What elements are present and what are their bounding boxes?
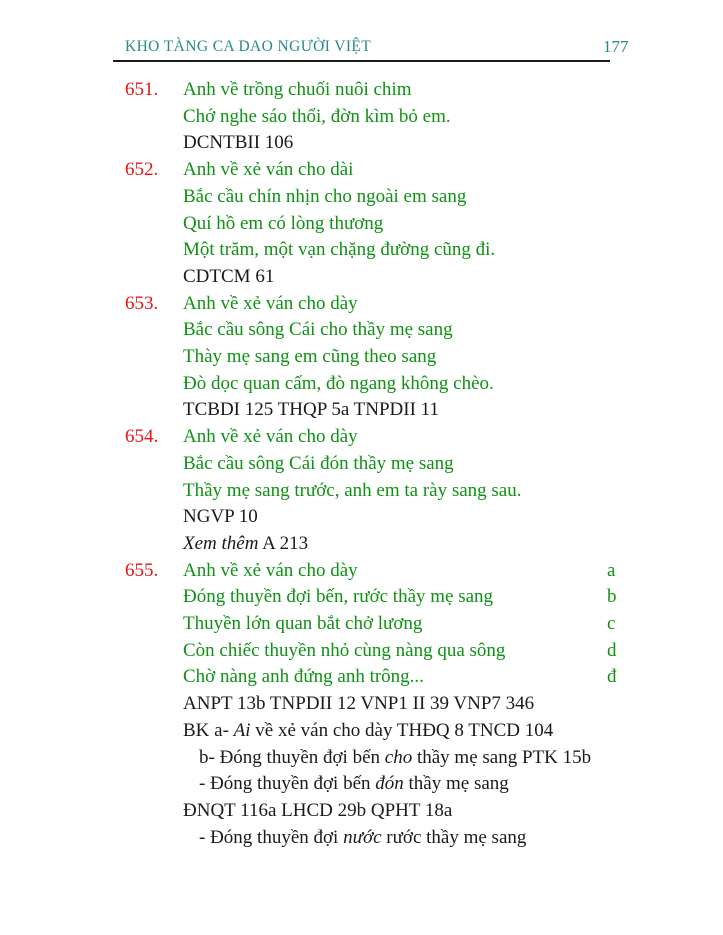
variant-marker: đ bbox=[607, 666, 617, 688]
verse-line bbox=[183, 424, 665, 451]
italic-text: Ai bbox=[233, 719, 251, 741]
entry-number: 651. bbox=[125, 79, 159, 100]
entry bbox=[125, 424, 665, 558]
line-text: Bắc cầu sông Cái đón thầy mẹ sang bbox=[183, 452, 454, 474]
line-text: NGVP 10 bbox=[183, 506, 258, 528]
line-text: b- Đóng thuyền đợi bến bbox=[199, 746, 385, 768]
verse-line bbox=[183, 478, 665, 505]
entry-number: 653. bbox=[125, 292, 159, 314]
verse-line bbox=[183, 584, 665, 611]
reference-line bbox=[183, 718, 665, 745]
reference-line bbox=[183, 504, 665, 531]
line-text: thầy mẹ sang bbox=[403, 773, 509, 795]
variant-marker: b bbox=[607, 586, 617, 608]
verse-line bbox=[183, 157, 665, 184]
line-text: rước thầy mẹ sang bbox=[381, 826, 527, 848]
verse-line bbox=[183, 184, 665, 211]
line-text: Thuyền lớn quan bắt chở lương bbox=[183, 613, 423, 635]
entries-list bbox=[125, 77, 665, 851]
line-text: - Đóng thuyền đợi bến bbox=[199, 773, 376, 795]
reference-line bbox=[183, 130, 665, 157]
line-text: Bắc cầu sông Cái cho thầy mẹ sang bbox=[183, 319, 453, 341]
line-text: Anh về xẻ ván cho dày bbox=[183, 292, 358, 314]
italic-text: cho bbox=[384, 746, 413, 768]
reference-line bbox=[183, 397, 665, 424]
line-text: Anh về xẻ ván cho dày bbox=[183, 426, 358, 448]
line-text: BK a- bbox=[183, 719, 234, 741]
variant-marker: c bbox=[607, 613, 616, 635]
entry-number: 652. bbox=[125, 159, 159, 181]
reference-line bbox=[183, 798, 665, 825]
entry-lines bbox=[183, 424, 665, 558]
line-text: Đóng thuyền đợi bến, rước thầy mẹ sang bbox=[183, 586, 494, 608]
variant-marker: a bbox=[607, 559, 616, 581]
verse-line bbox=[183, 638, 665, 665]
entry-number: 655. bbox=[125, 559, 159, 581]
verse-line bbox=[183, 611, 665, 638]
reference-line bbox=[183, 691, 665, 718]
reference-line bbox=[183, 825, 665, 852]
page-header-title: KHO TÀNG CA DAO NGƯỜI VIỆT bbox=[125, 38, 372, 55]
line-text: ANPT 13b TNPDII 12 VNP1 II 39 VNP7 346 bbox=[183, 693, 535, 715]
line-text: - Đóng thuyền đợi bbox=[199, 826, 344, 848]
entry-lines bbox=[183, 291, 665, 425]
verse-line bbox=[183, 211, 665, 238]
line-text: Chớ nghe sáo thổi, đờn kìm bỏ em. bbox=[183, 105, 451, 127]
line-text: Quí hồ em có lòng thương bbox=[183, 212, 384, 234]
line-text: Thày mẹ sang em cũng theo sang bbox=[183, 346, 437, 368]
entry bbox=[125, 291, 665, 425]
verse-line bbox=[183, 558, 665, 585]
line-text: thầy mẹ sang PTK 15b bbox=[412, 746, 592, 768]
italic-text: nước bbox=[343, 826, 382, 848]
reference-line bbox=[183, 531, 665, 558]
line-text: Bắc cầu chín nhịn cho ngoài em sang bbox=[183, 185, 467, 207]
verse-line bbox=[183, 371, 665, 398]
line-text: Anh về trồng chuối nuôi chim bbox=[183, 79, 412, 100]
line-text: Thầy mẹ sang trước, anh em ta rày sang sau. bbox=[183, 479, 522, 501]
line-text: Anh về xẻ ván cho dài bbox=[183, 159, 354, 181]
line-text: Đò dọc quan cấm, đò ngang không chèo. bbox=[183, 372, 494, 394]
entry-lines bbox=[183, 157, 665, 291]
verse-line bbox=[183, 291, 665, 318]
reference-line bbox=[183, 771, 665, 798]
verse-line bbox=[183, 317, 665, 344]
line-text: DCNTBII 106 bbox=[183, 132, 294, 154]
line-text: Anh về xẻ ván cho dày bbox=[183, 559, 358, 581]
verse-line bbox=[183, 77, 665, 104]
line-text: CDTCM 61 bbox=[183, 265, 275, 287]
line-text: TCBDI 125 THQP 5a TNPDII 11 bbox=[183, 399, 439, 421]
line-text: ĐNQT 116a LHCD 29b QPHT 18a bbox=[183, 799, 453, 821]
italic-text: đón bbox=[375, 773, 404, 795]
line-text: về xẻ ván cho dày THĐQ 8 TNCD 104 bbox=[250, 719, 554, 741]
italic-text: Xem thêm bbox=[183, 532, 259, 554]
entry bbox=[125, 77, 665, 157]
verse-line bbox=[183, 344, 665, 371]
reference-line bbox=[183, 264, 665, 291]
verse-line bbox=[183, 104, 665, 131]
line-text: Chờ nàng anh đứng anh trông... bbox=[183, 666, 424, 688]
verse-line bbox=[183, 237, 665, 264]
verse-line bbox=[183, 664, 665, 691]
verse-line bbox=[183, 451, 665, 478]
header-rule bbox=[113, 60, 610, 62]
line-text: A 213 bbox=[258, 532, 309, 554]
entry bbox=[125, 157, 665, 291]
entry-number: 654. bbox=[125, 426, 159, 448]
reference-line bbox=[183, 745, 665, 772]
line-text: Còn chiếc thuyền nhỏ cùng nàng qua sông bbox=[183, 639, 506, 661]
entry-lines bbox=[183, 558, 665, 852]
page-number: 177 bbox=[603, 37, 629, 56]
line-text: Một trăm, một vạn chặng đường cũng đi. bbox=[183, 239, 496, 261]
variant-marker: d bbox=[607, 639, 617, 661]
entry bbox=[125, 558, 665, 852]
entry-lines bbox=[183, 77, 665, 157]
